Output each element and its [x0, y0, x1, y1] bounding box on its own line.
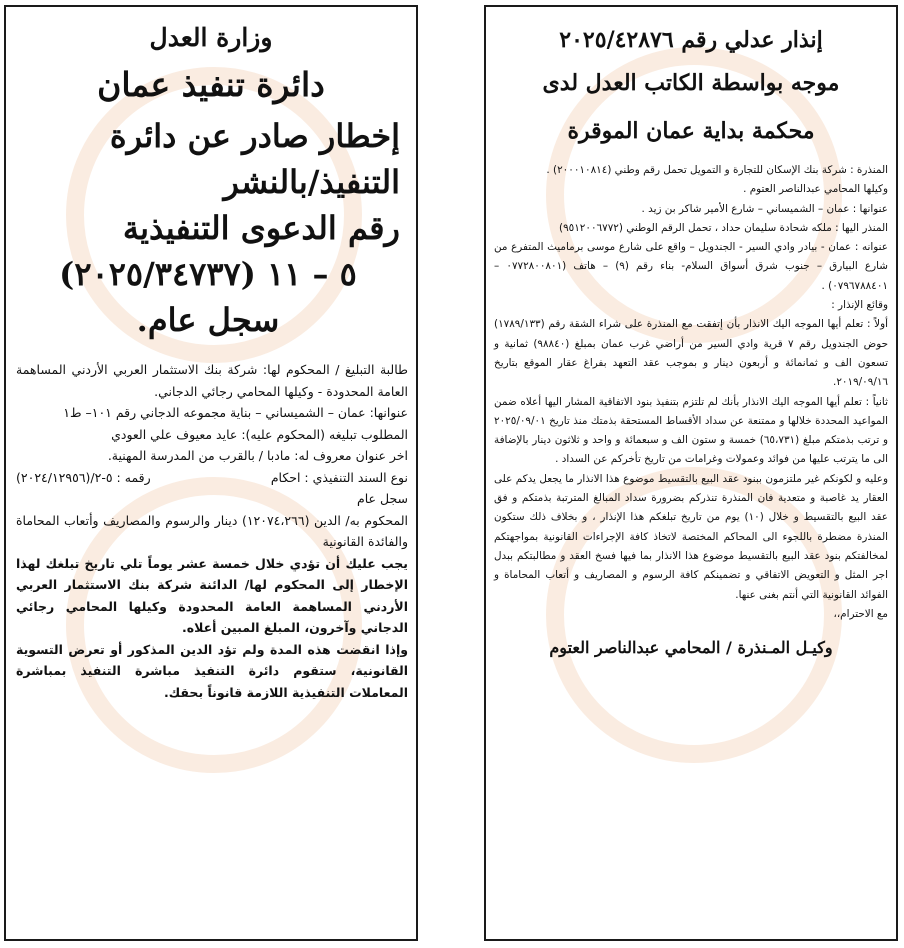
paragraph: عنوانه : عمان - بيادر وادي السير - الجندويل – واقع على شارع موسى برماميث المتفرع من شارع البيارق – جنوب شرق أسواق السلام- بناء رقم (٩) – هاتف (٠٧٧٢٨٠٠٨٠١ – ٠٧٩٦٧٨٨٤٠١) .: [494, 241, 888, 292]
notice-title-line: رقم الدعوى التنفيذية: [122, 209, 400, 247]
bond-number: رقمه : ٥-٢/(٢٠٢٤/١٢٩٥٦): [16, 469, 151, 485]
ministry-name: وزارة العدل: [149, 23, 273, 52]
bond-type: نوع السند التنفيذي : احكام: [270, 469, 408, 485]
warning-body: [486, 161, 896, 624]
paragraph: المطلوب تبليغه (المحكوم عليه): عايد معيوف علي العودي: [111, 426, 408, 442]
notice-title-line: سجل عام.: [136, 301, 280, 339]
paragraph: المنذرة : شركة بنك الإسكان للتجارة و التمويل تحمل رقم وطني (٢٠٠٠١٠٨١٤) .: [546, 164, 888, 176]
paragraph: المحكوم به/ الدين (١٢٠٧٤،٢٦٦) دينار والرسوم والمصاريف وأتعاب المحاماة والفائدة القانونية: [16, 512, 408, 549]
paragraph: وقائع الإنذار :: [831, 299, 888, 312]
department-name: دائرة تنفيذ عمان: [97, 65, 325, 104]
notice-body: [6, 359, 416, 703]
bond-row: [16, 467, 408, 489]
legal-warning-column: [484, 5, 898, 941]
warning-subtitle: موجه بواسطة الكاتب العدل لدى: [542, 70, 840, 96]
notice-title-line: إخطار صادر عن دائرة: [109, 117, 400, 155]
paragraph: طالبة التبليغ / المحكوم لها: شركة بنك الاستثمار العربي الأردني المساهمة العامة المحدودة - وكيلها المحامي رجائي الدجاني.: [16, 362, 408, 399]
paragraph: وكيلها المحامي عبدالناصر العتوم .: [743, 183, 888, 196]
paragraph: أولاً : تعلم أيها الموجه اليك الانذار بأن إتفقت مع المنذرة على شراء الشقة رقم (١٧٨٩/١٣٣) حوض الجندويل رقم ٧ قرية وادي السير من أراضي غرب عمان بمبلغ (٩٨٨٤٠) ثمانية و تسعون الف و ثمانمائة و أربعون دينار و بموجب عقد التعهد بفراغ عقار الموقع بتاريخ ٢٠١٩/٠٩/١٦.: [494, 318, 888, 389]
case-number: ٥ – ١١ (٢٠٢٥/٣٤٧٣٧): [59, 255, 357, 293]
paragraph: عنوانها: عمان – الشميساني – بناية مجموعه الدجاني رقم ١٠١– ط١: [63, 405, 408, 420]
execution-notice-column: [4, 5, 418, 941]
signature: وكيـل المـنذرة / المحامي عبدالناصر العتوم: [549, 638, 833, 658]
paragraph: مع الاحترام،،: [833, 607, 888, 620]
paragraph: ثانياً : تعلم أيها الموجه اليك الانذار بأنك لم تلتزم بتنفيذ بنود الاتفاقية المشار اليها أعلاه ضمن المواعيد المحددة خلالها و ممتنعة عن سداد الأقساط المستحقة بذمتك منذ تاريخ ٢٠٢٥/٠٩/٠١ و ترتب بذمتكم مبلغ (٦٥،٧٣١) خمسة و ستون الف و سبعمائة و واحد و ثلاثون دينار بالإضافة الى ما يترتب عليها من فوائد وعمولات وغرامات من تاريخ تأخركم عن السداد .: [494, 395, 889, 466]
paragraph: المنذر اليها : ملكه شحادة سليمان حداد ، تحمل الرقم الوطني (٩٥١٢٠٠٦٧٧٢): [559, 221, 888, 234]
paragraph: سجل عام: [357, 491, 408, 506]
court-name: محكمة بداية عمان الموقرة: [567, 118, 815, 144]
paragraph: عنوانها : عمان – الشميساني – شارع الأمير شاكر بن زيد .: [641, 202, 888, 215]
paragraph: اخر عنوان معروف له: مادبا / بالقرب من المدرسة المهنية.: [107, 448, 408, 463]
warning-title: إنذار عدلي رقم ٢٠٢٥/٤٢٨٧٦: [559, 27, 823, 53]
paragraph: يجب عليك أن تؤدي خلال خمسة عشر يوماً تلي تاريخ تبلغك لهذا الإخطار إلى المحكوم لها/ الدائنة شركة بنك الاستثمار العربي الأردني المساهمة العامة المحدودة وكيلها المحامي رجائي الدجاني وآخرون، المبلغ المبين أعلاه.: [16, 555, 408, 635]
paragraph: وعليه و لكونكم غير ملتزمون ببنود عقد البيع بالتقسيط موضوع هذا الانذار ما يجعل يدكم على العقار يد غاصبة و متعدية فان المنذرة تنذركم بضرورة سداد المبالغ المترتبة بذمتكم و فق عقد البيع بالتقسيط و خلال (١٠) يوم من تاريخ تبلغكم هذا الإنذار ، و بخلاف ذلك ستكون المنذرة مضطرة باللجوء الى المحاكم المختصة لاتخاذ كافة الإجراءات القانونية بمواجهتكم لمخالفتكم بنود عقد البيع بالتقسيط موضوع هذا الانذار بما فيها فسخ العقد و مطالبتكم ببدل اجر المثل و التعويض الاتفاقي و تضمينكم كافة الرسوم و المصاريف و أتعاب المحاماة و الفوائد القانونية التي أنتم بغنى عنها.: [494, 472, 888, 601]
paragraph: وإذا انقضت هذه المدة ولم تؤد الدين المذكور أو تعرض التسوية القانونية، ستقوم دائرة التنفيذ مباشرة التنفيذ بمباشرة المعاملات التنفيذية اللازمة قانوناً بحقك.: [16, 641, 408, 700]
notice-title-line: التنفيذ/بالنشر: [223, 163, 400, 201]
